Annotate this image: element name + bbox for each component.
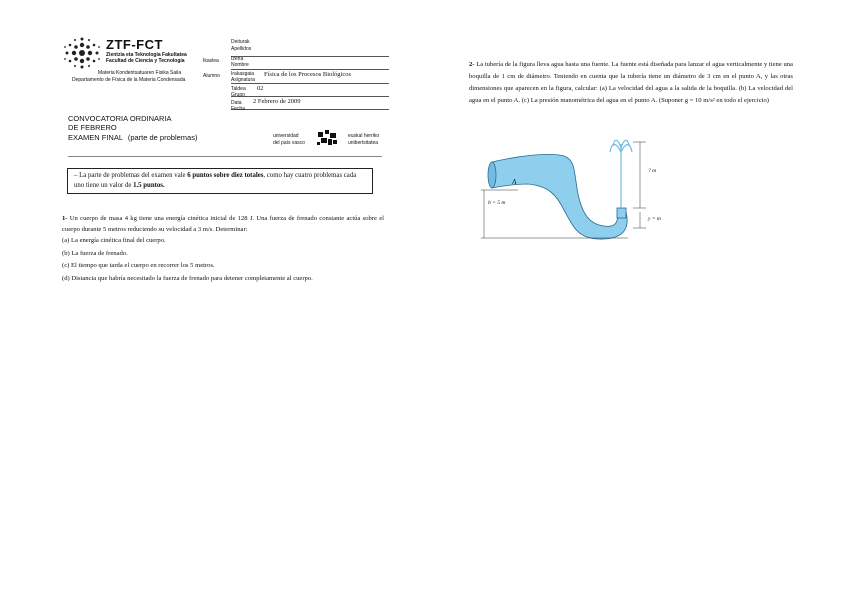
university-name-es: [273, 133, 305, 146]
label-jet-height: ? m: [648, 168, 657, 174]
field-label-bottom: Asignatura: [231, 77, 255, 83]
field-label-top: Izena: [231, 56, 244, 62]
field-label-top: Irakasgaia: [231, 71, 255, 77]
univ-eu-line1: euskal herriko: [348, 133, 380, 139]
field-label-bottom: Fecha: [231, 106, 245, 112]
fountain-jet: [610, 140, 632, 208]
logo-subtitle-es: Facultad de Ciencia y Tecnología: [106, 58, 185, 64]
convocatoria-line2: DE FEBRERO: [68, 123, 117, 132]
header-divider: [68, 156, 382, 157]
field-label-bottom: Nombre: [231, 62, 249, 68]
problem-1: [62, 214, 384, 284]
problem-1-item-d: (d) Distancia que habría necesitado la fuerza de frenado para detener completamente al cuerpo.: [62, 274, 313, 282]
field-value: Física de los Procesos Biológicos: [264, 71, 352, 78]
logo-subtitle-eu: Zientzia eta Teknologia Fakultatea: [106, 52, 187, 58]
field-grupo[interactable]: [231, 84, 389, 97]
problem-2-text: La tubería de la figura lleva agua hasta una fuente. La fuente está diseñada para lanzar el agua verticalmente y tiene una boquilla de 1 cm de diámetro. Teniendo en cuenta que la tubería tiene un diámetro de 3 cm en el punto A, y las otras dimensiones que aparecen en la figura, calcular: (a) La velocidad del agua a la salida de la boquilla. (b) La velocidad del agua en el punto A. (c) La presión manométrica del agua en el punto A. (Suponer g = 10 m/s² en todo el ejercicio): [469, 61, 793, 104]
exam-title-sub: (parte de problemas): [127, 133, 198, 142]
field-nombre[interactable]: [231, 57, 389, 70]
pipe-water: [492, 154, 627, 239]
univ-eu-line2: unibertsitatea: [348, 140, 379, 146]
faculty-logo: [62, 36, 102, 70]
field-fecha[interactable]: [231, 97, 389, 110]
student-fields: [231, 39, 389, 110]
notice-prefix: – La parte de problemas del examen vale: [74, 172, 188, 179]
field-label-top: Data: [231, 100, 242, 106]
label-y: y = m: [648, 216, 661, 222]
label-height-h: h = 5 m: [488, 200, 506, 206]
field-label-top: Taldea: [231, 86, 246, 92]
field-apellidos[interactable]: [231, 39, 389, 57]
notice-bold-value: 1.5 puntos.: [133, 182, 165, 189]
problem-1-item-b: (b) La fuerza de frenado.: [62, 249, 128, 257]
exam-title: [68, 133, 197, 142]
university-name-eu: [348, 133, 379, 146]
notice-box: [67, 168, 373, 194]
label-point-a: A: [512, 178, 517, 186]
notice-mid: , como hay cuatro problemas cada uno tiene un valor de: [74, 172, 357, 189]
department-es: Departamento de Física de la Materia Condensada: [72, 77, 186, 83]
notice-bold-points: 6 puntos sobre diez totales: [187, 172, 264, 179]
label-ikaslea: Ikaslea: [203, 58, 219, 64]
field-label-bottom: Grupo: [231, 92, 245, 98]
university-emblem-icon: [316, 130, 338, 147]
field-value: 02: [257, 85, 264, 92]
faculty-logo-icon: [62, 36, 102, 70]
pipe-inlet: [488, 162, 496, 188]
field-label-top: Deiturak: [231, 39, 250, 45]
field-asignatura[interactable]: [231, 70, 389, 84]
problem-1-text: Un cuerpo de masa 4 kg tiene una energía cinética inicial de 128 J. Una fuerza de frenado constante actúa sobre el cuerpo durante 5 metros reduciendo su velocidad a 3 m/s. Determinar:: [62, 215, 384, 233]
problem-1-item-c: (c) El tiempo que tarda el cuerpo en recorrer los 5 metros.: [62, 262, 215, 269]
problem-1-statement: [62, 214, 384, 235]
problem-2-statement: [469, 59, 793, 107]
convocatoria-line1: CONVOCATORIA ORDINARIA: [68, 114, 172, 123]
problem-1-number: 1-: [62, 215, 68, 222]
fountain-figure: [478, 134, 678, 246]
problem-2: [469, 59, 793, 107]
logo-text: ZTF-FCT: [106, 37, 163, 52]
univ-es-line2: del país vasco: [273, 140, 305, 146]
pipe-diagram: [478, 134, 678, 246]
univ-es-line1: universidad: [273, 133, 299, 139]
problem-2-number: 2-: [469, 61, 475, 68]
field-label-bottom: Apellidos: [231, 46, 252, 52]
nozzle: [617, 208, 626, 218]
department-eu: Materia Kondentsatuaren Fisika Saila: [98, 70, 182, 76]
exam-title-text: EXAMEN FINAL: [68, 133, 123, 142]
field-value: 2 Febrero de 2009: [253, 98, 301, 105]
label-alumno: Alumno: [203, 73, 220, 79]
problem-1-item-a: (a) La energía cinética final del cuerpo.: [62, 237, 166, 244]
